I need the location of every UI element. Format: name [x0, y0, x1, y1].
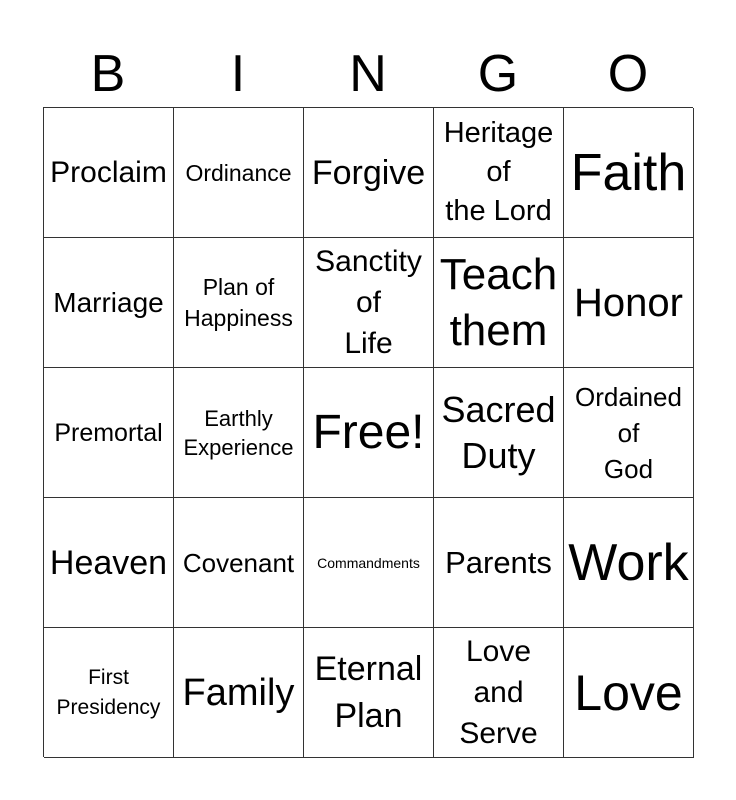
header-letter-b: B: [90, 45, 126, 103]
bingo-cell[interactable]: Heaven: [44, 498, 174, 628]
bingo-cell[interactable]: Free!: [304, 368, 434, 498]
bingo-cell[interactable]: Covenant: [174, 498, 304, 628]
bingo-cell[interactable]: Ordained of God: [564, 368, 694, 498]
bingo-cell[interactable]: Work: [564, 498, 694, 628]
bingo-cell[interactable]: Sacred Duty: [434, 368, 564, 498]
header-letter-g: G: [477, 45, 519, 103]
bingo-cell[interactable]: Earthly Experience: [174, 368, 304, 498]
bingo-cell[interactable]: Heritage of the Lord: [434, 108, 564, 238]
bingo-cell[interactable]: Honor: [564, 238, 694, 368]
bingo-cell[interactable]: Teach them: [434, 238, 564, 368]
bingo-cell[interactable]: Family: [174, 628, 304, 758]
bingo-header: [43, 42, 693, 106]
bingo-cell[interactable]: Ordinance: [174, 108, 304, 238]
bingo-cell[interactable]: Parents: [434, 498, 564, 628]
header-letter-o: O: [607, 45, 649, 103]
bingo-cell[interactable]: Forgive: [304, 108, 434, 238]
bingo-cell[interactable]: Plan of Happiness: [174, 238, 304, 368]
bingo-cell[interactable]: Love: [564, 628, 694, 758]
header-letter-n: N: [349, 45, 387, 103]
bingo-cell[interactable]: Eternal Plan: [304, 628, 434, 758]
bingo-cell[interactable]: Proclaim: [44, 108, 174, 238]
bingo-cell[interactable]: Faith: [564, 108, 694, 238]
bingo-cell[interactable]: First Presidency: [44, 628, 174, 758]
bingo-cell[interactable]: Marriage: [44, 238, 174, 368]
bingo-cell[interactable]: Love and Serve: [434, 628, 564, 758]
bingo-board: [43, 107, 693, 757]
bingo-cell[interactable]: Premortal: [44, 368, 174, 498]
bingo-cell[interactable]: Sanctity of Life: [304, 238, 434, 368]
bingo-cell[interactable]: Commandments: [304, 498, 434, 628]
header-letter-i: I: [230, 45, 246, 103]
